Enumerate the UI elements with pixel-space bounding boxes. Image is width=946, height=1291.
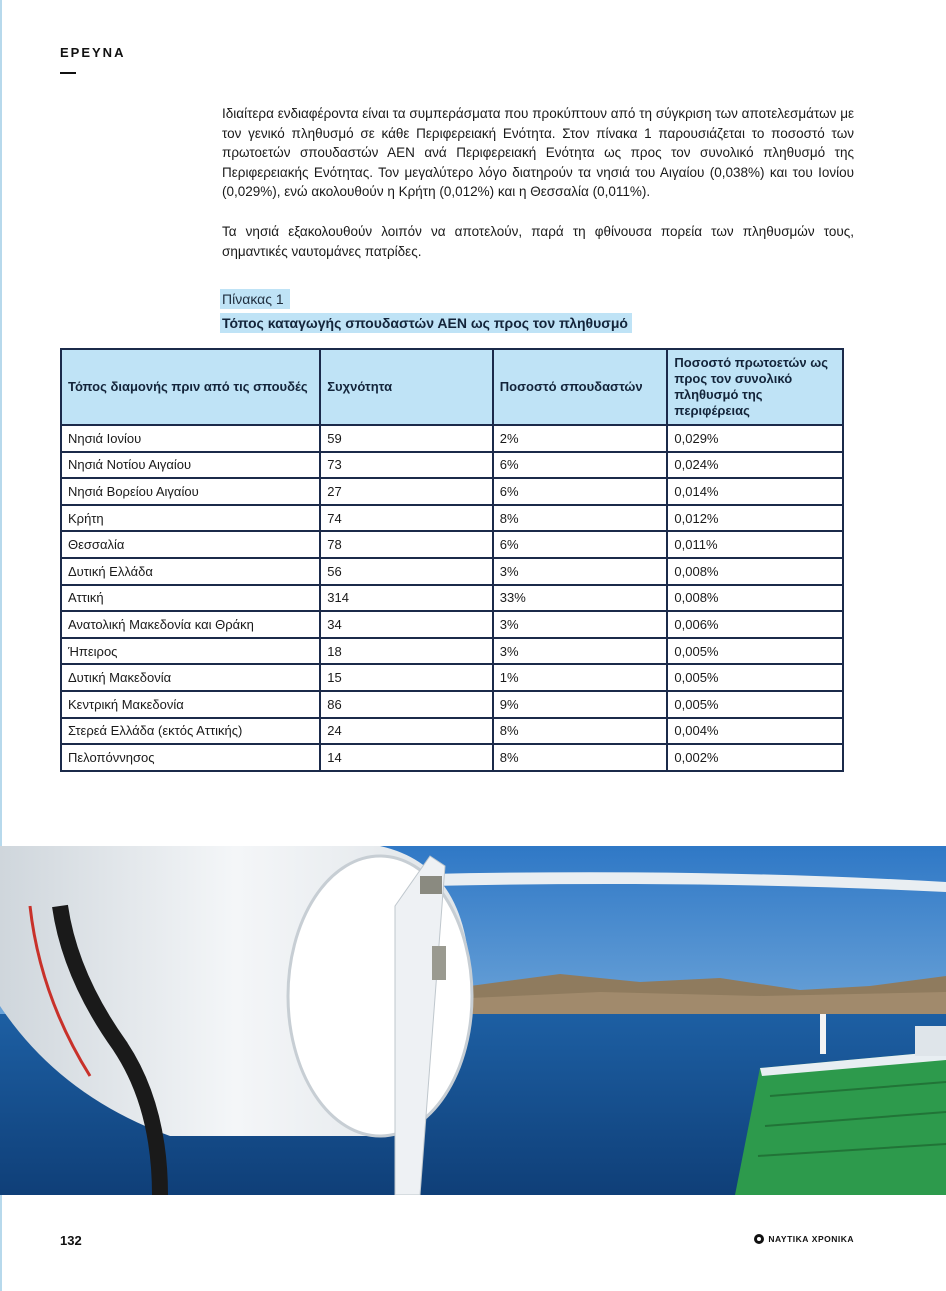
cell-frequency: 34	[320, 611, 493, 638]
cell-frequency: 74	[320, 505, 493, 532]
cell-frequency: 73	[320, 452, 493, 479]
cell-region: Κεντρική Μακεδονία	[61, 691, 320, 718]
table-row	[61, 664, 843, 691]
table-row	[61, 558, 843, 585]
logo-icon	[754, 1234, 764, 1244]
cell-region: Δυτική Μακεδονία	[61, 664, 320, 691]
cell-frequency: 78	[320, 531, 493, 558]
table-row	[61, 691, 843, 718]
table-row	[61, 611, 843, 638]
table-header-row	[61, 349, 843, 425]
cell-region: Πελοπόννησος	[61, 744, 320, 771]
data-table	[60, 348, 844, 772]
cell-population-percent: 0,005%	[667, 691, 843, 718]
page-number: 132	[60, 1233, 82, 1248]
cell-frequency: 24	[320, 718, 493, 745]
table-row	[61, 505, 843, 532]
section-divider	[60, 72, 76, 74]
cell-population-percent: 0,024%	[667, 452, 843, 479]
table-row	[61, 452, 843, 479]
cell-student-percent: 2%	[493, 425, 668, 452]
cell-population-percent: 0,008%	[667, 558, 843, 585]
table-row	[61, 478, 843, 505]
body-paragraph-2: Τα νησιά εξακολουθούν λοιπόν να αποτελούν, παρά τη φθίνουσα πορεία των πληθυσμών τους, σημαντικές ναυτομάνες πατρίδες.	[222, 224, 854, 259]
cell-population-percent: 0,004%	[667, 718, 843, 745]
cell-student-percent: 6%	[493, 452, 668, 479]
cell-frequency: 86	[320, 691, 493, 718]
cell-region: Δυτική Ελλάδα	[61, 558, 320, 585]
table-row	[61, 585, 843, 612]
header-population-percent: Ποσοστό πρωτοετών ως προς τον συνολικό πληθυσμό της περιφέρειας	[667, 349, 843, 425]
cell-region: Κρήτη	[61, 505, 320, 532]
cell-population-percent: 0,005%	[667, 638, 843, 665]
cell-student-percent: 3%	[493, 611, 668, 638]
cell-student-percent: 3%	[493, 638, 668, 665]
table-row	[61, 638, 843, 665]
table-caption-title: Τόπος καταγωγής σπουδαστών ΑΕΝ ως προς τον πληθυσμό	[220, 313, 632, 333]
header-residence: Τόπος διαμονής πριν από τις σπουδές	[61, 349, 320, 425]
cell-student-percent: 6%	[493, 531, 668, 558]
cell-student-percent: 3%	[493, 558, 668, 585]
cell-frequency: 314	[320, 585, 493, 612]
ship-deck-photo	[0, 846, 946, 1195]
header-frequency: Συχνότητα	[320, 349, 493, 425]
table-row	[61, 531, 843, 558]
cell-student-percent: 9%	[493, 691, 668, 718]
publication-name: ΝΑΥΤΙΚΑ ΧΡΟΝΙΚΑ	[768, 1234, 854, 1244]
cell-frequency: 56	[320, 558, 493, 585]
cell-region: Ανατολική Μακεδονία και Θράκη	[61, 611, 320, 638]
header-student-percent: Ποσοστό σπουδαστών	[493, 349, 668, 425]
cell-frequency: 14	[320, 744, 493, 771]
cell-population-percent: 0,029%	[667, 425, 843, 452]
table-row	[61, 425, 843, 452]
cell-frequency: 27	[320, 478, 493, 505]
cell-region: Νησιά Νοτίου Αιγαίου	[61, 452, 320, 479]
body-paragraph-1: Ιδιαίτερα ενδιαφέροντα είναι τα συμπεράσματα που προκύπτουν από τη σύγκριση των αποτελεσμάτων με τον γενικό πληθυσμό σε κάθε Περιφερειακή Ενότητα. Στον πίνακα 1 παρουσιάζεται το ποσοστό των πρωτοετών σπουδαστών ΑΕΝ ανά Περιφερειακή Ενότητα ως προς τον συνολικό πληθυσμό της Περιφερειακής Ενότητας. Τον μεγαλύτερο λόγο διατηρούν τα νησιά του Αιγαίου (0,038%) και του Ιονίου (0,029%), ενώ ακολουθούν η Κρήτη (0,012%) και η Θεσσαλία (0,011%).	[222, 106, 854, 199]
cell-population-percent: 0,011%	[667, 531, 843, 558]
publication-brand	[754, 1234, 854, 1244]
cell-population-percent: 0,008%	[667, 585, 843, 612]
cell-region: Θεσσαλία	[61, 531, 320, 558]
cell-region: Νησιά Ιονίου	[61, 425, 320, 452]
cell-population-percent: 0,012%	[667, 505, 843, 532]
cell-frequency: 18	[320, 638, 493, 665]
cell-region: Ήπειρος	[61, 638, 320, 665]
cell-student-percent: 8%	[493, 505, 668, 532]
cell-student-percent: 6%	[493, 478, 668, 505]
cell-student-percent: 33%	[493, 585, 668, 612]
table-caption-number: Πίνακας 1	[220, 289, 290, 309]
cell-region: Στερεά Ελλάδα (εκτός Αττικής)	[61, 718, 320, 745]
table-row	[61, 744, 843, 771]
cell-region: Αττική	[61, 585, 320, 612]
cell-frequency: 15	[320, 664, 493, 691]
cell-student-percent: 8%	[493, 744, 668, 771]
cell-population-percent: 0,014%	[667, 478, 843, 505]
cell-population-percent: 0,002%	[667, 744, 843, 771]
cell-student-percent: 1%	[493, 664, 668, 691]
cell-population-percent: 0,005%	[667, 664, 843, 691]
cell-frequency: 59	[320, 425, 493, 452]
cell-student-percent: 8%	[493, 718, 668, 745]
cell-population-percent: 0,006%	[667, 611, 843, 638]
section-label: ΕΡΕΥΝΑ	[60, 45, 126, 60]
table-row	[61, 718, 843, 745]
cell-region: Νησιά Βορείου Αιγαίου	[61, 478, 320, 505]
